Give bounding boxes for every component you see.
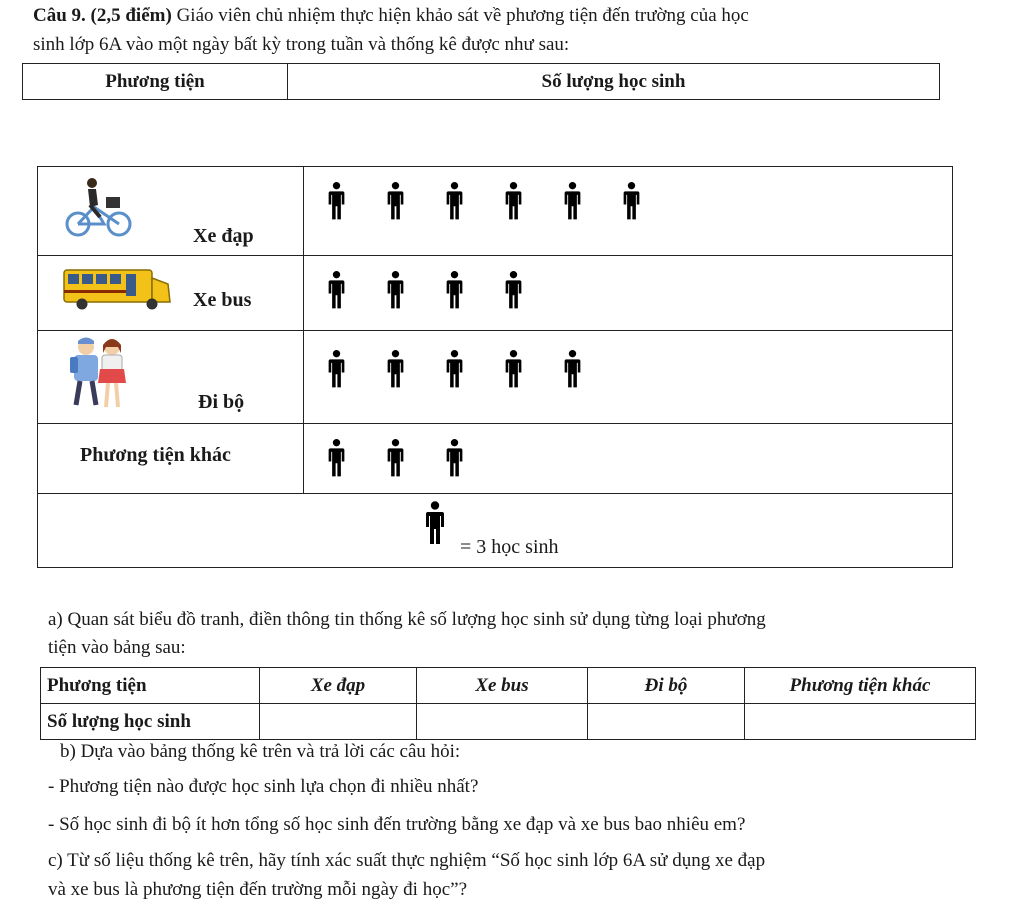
pictograph-icons-bus [326, 270, 562, 310]
data-header-bus: Xe bus [417, 668, 588, 704]
pictograph-label-bus: Xe bus [193, 289, 252, 311]
data-header-bicycle: Xe đạp [260, 668, 417, 704]
person-icon [385, 349, 406, 389]
person-icon [326, 349, 347, 389]
question-line-2: sinh lớp 6A vào một ngày bất kỳ trong tuần và thống kê được như sau: [33, 34, 570, 55]
person-icon [326, 181, 347, 221]
part-b-intro: b) Dựa vào bảng thống kê trên và trả lời các câu hỏi: [60, 741, 461, 762]
data-header-other: Phương tiện khác [745, 668, 976, 704]
legend-person-icon [423, 498, 447, 548]
person-icon [444, 349, 465, 389]
data-table-header-row [41, 668, 976, 704]
person-icon [385, 181, 406, 221]
person-icon [444, 181, 465, 221]
pictograph-row-bus [38, 256, 953, 331]
pictograph-icons-walk [326, 349, 621, 389]
pictograph-table [37, 166, 953, 568]
question-text: Giáo viên chủ nhiệm thực hiện khảo sát về phương tiện đến trường của học [171, 5, 749, 26]
person-icon [385, 438, 406, 478]
legend-text: = 3 học sinh [460, 536, 559, 558]
bicycle-icon [64, 177, 134, 239]
pictograph-row-other [38, 424, 953, 494]
part-c-line-1: c) Từ số liệu thống kê trên, hãy tính xác suất thực nghiệm “Số học sinh lớp 6A sử dụng xe đạp [48, 850, 766, 871]
person-icon [503, 270, 524, 310]
question-number: Câu 9. (2,5 điểm) [33, 5, 172, 26]
header-col-transport: Phương tiện [23, 64, 288, 100]
question-line-1 [33, 4, 749, 28]
person-icon [326, 438, 347, 478]
pictograph-icons-other [326, 438, 503, 478]
part-a-line-2: tiện vào bảng sau: [48, 637, 186, 658]
person-icon [385, 270, 406, 310]
header-table [22, 63, 940, 100]
pictograph-row-bicycle [38, 167, 953, 256]
part-c-line-2: và xe bus là phương tiện đến trường mỗi ngày đi học”? [48, 879, 468, 900]
pictograph-icons-bicycle [326, 181, 680, 221]
data-header-transport: Phương tiện [41, 668, 260, 704]
person-icon [562, 181, 583, 221]
data-cell-other[interactable] [745, 704, 976, 740]
person-icon [562, 349, 583, 389]
data-cell-walk[interactable] [588, 704, 745, 740]
person-icon [326, 270, 347, 310]
data-header-walk: Đi bộ [588, 668, 745, 704]
data-table [40, 667, 976, 740]
pictograph-row-walk [38, 331, 953, 424]
person-icon [503, 181, 524, 221]
person-icon [503, 349, 524, 389]
data-cell-bicycle[interactable] [260, 704, 417, 740]
person-icon [621, 181, 642, 221]
part-b-question-1: - Phương tiện nào được học sinh lựa chọn đi nhiều nhất? [48, 776, 479, 797]
person-icon [444, 270, 465, 310]
person-icon [444, 438, 465, 478]
pictograph-label-bicycle: Xe đạp [193, 225, 254, 247]
data-table-count-row [41, 704, 976, 740]
walking-children-icon [66, 335, 130, 417]
data-row-label: Số lượng học sinh [41, 704, 260, 740]
data-cell-bus[interactable] [417, 704, 588, 740]
part-b-question-2: - Số học sinh đi bộ ít hơn tổng số học sinh đến trường bằng xe đạp và xe bus bao nhiêu em? [48, 814, 746, 835]
school-bus-icon [62, 266, 174, 310]
pictograph-legend-row [38, 494, 953, 568]
header-col-count: Số lượng học sinh [288, 64, 940, 100]
part-a-line-1: a) Quan sát biểu đồ tranh, điền thông tin thống kê số lượng học sinh sử dụng từng loại phương [48, 609, 766, 630]
pictograph-label-walk: Đi bộ [198, 391, 245, 413]
pictograph-label-other: Phương tiện khác [80, 444, 231, 466]
